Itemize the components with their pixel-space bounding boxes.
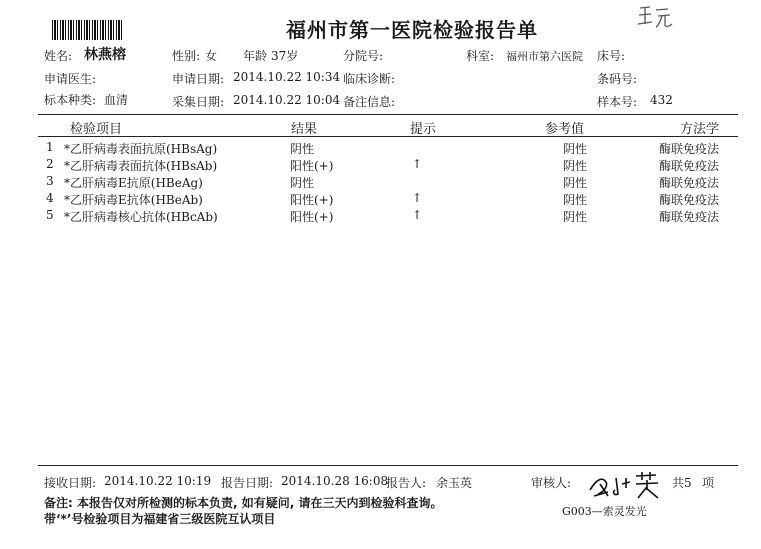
total-unit: 项 xyxy=(702,476,715,490)
patient-name: 林燕榕 xyxy=(84,47,126,63)
row-reference: 阴性 xyxy=(563,142,588,156)
row-method: 酶联免疫法 xyxy=(659,176,720,190)
name-label: 姓名: xyxy=(44,49,73,63)
col-header-item: 检验项目 xyxy=(70,122,123,137)
table-row xyxy=(0,157,761,174)
patient-age: 37岁 xyxy=(271,49,299,63)
row-hint-arrow-up-icon: ↑ xyxy=(412,157,423,171)
admission-label: 分院号: xyxy=(343,49,384,63)
barcode-label: 条码号: xyxy=(597,72,638,86)
report-date: 2014.10.28 16:08 xyxy=(281,474,389,488)
table-row xyxy=(0,140,761,157)
row-reference: 阴性 xyxy=(563,193,588,207)
row-method: 酶联免疫法 xyxy=(659,159,720,173)
diagnosis-label: 临床诊断: xyxy=(343,72,396,86)
row-result: 阳性(+) xyxy=(290,210,334,224)
footer-note-mutual-recognition: 带‘*’号检验项目为福建省三级医院互认项目 xyxy=(44,512,276,526)
patient-dept: 福州市第六医院 xyxy=(506,50,583,63)
row-number: 1 xyxy=(46,140,54,154)
row-result: 阴性 xyxy=(290,176,315,190)
reporter-label: 报告人: xyxy=(386,476,427,490)
footer-note: 备注: 本报告仅对所检测的标本负责, 如有疑问, 请在三天内到检验科查询。 xyxy=(44,496,443,510)
apply-date-label: 申请日期: xyxy=(172,72,225,86)
sample-no: 432 xyxy=(650,93,673,107)
table-top-rule xyxy=(38,114,738,115)
reviewer-label: 审核人: xyxy=(531,476,572,490)
col-header-result: 结果 xyxy=(291,122,318,137)
reviewer-signature xyxy=(586,470,664,502)
gender-label: 性别: xyxy=(172,49,201,63)
patient-gender: 女 xyxy=(205,49,218,63)
sample-no-label: 样本号: xyxy=(597,95,638,109)
row-result: 阴性 xyxy=(290,142,315,156)
remark-label: 备注信息: xyxy=(343,95,396,109)
table-row xyxy=(0,191,761,208)
row-method: 酶联免疫法 xyxy=(659,210,720,224)
handwritten-mark xyxy=(636,2,676,30)
row-number: 2 xyxy=(46,157,54,171)
bed-label: 床号: xyxy=(597,49,626,63)
receive-date: 2014.10.22 10:19 xyxy=(104,474,212,488)
row-reference: 阴性 xyxy=(563,176,588,190)
table-row xyxy=(0,208,761,225)
age-label: 年龄 xyxy=(243,49,268,63)
row-hint-arrow-up-icon: ↑ xyxy=(412,191,423,205)
row-item: *乙肝病毒E抗体(HBeAb) xyxy=(64,193,203,207)
row-reference: 阴性 xyxy=(563,210,588,224)
row-reference: 阴性 xyxy=(563,159,588,173)
dept-label: 科室: xyxy=(466,49,495,63)
total-count: 共5 xyxy=(672,476,692,490)
report-title: 福州市第一医院检验报告单 xyxy=(286,18,538,42)
row-method: 酶联免疫法 xyxy=(659,142,720,156)
stamp-code: G003—索灵发光 xyxy=(562,505,647,518)
row-method: 酶联免疫法 xyxy=(659,193,720,207)
doctor-label: 申请医生: xyxy=(44,72,97,86)
row-number: 5 xyxy=(46,208,54,222)
row-item: *乙肝病毒表面抗原(HBsAg) xyxy=(64,142,218,156)
row-result: 阳性(+) xyxy=(290,193,334,207)
footer-rule xyxy=(38,465,738,466)
row-number: 3 xyxy=(46,174,54,188)
row-hint-arrow-up-icon: ↑ xyxy=(412,208,423,222)
apply-date: 2014.10.22 10:34 xyxy=(233,70,341,84)
row-item: *乙肝病毒核心抗体(HBcAb) xyxy=(64,210,218,224)
col-header-reference: 参考值 xyxy=(545,122,585,137)
reporter-name: 余玉英 xyxy=(436,476,473,490)
col-header-hint: 提示 xyxy=(410,122,437,137)
col-header-method: 方法学 xyxy=(680,122,720,137)
collect-date: 2014.10.22 10:04 xyxy=(233,93,341,107)
table-row xyxy=(0,174,761,191)
report-date-label: 报告日期: xyxy=(221,476,274,490)
receive-date-label: 接收日期: xyxy=(44,476,97,490)
row-number: 4 xyxy=(46,191,54,205)
specimen-label: 标本种类: xyxy=(44,93,97,107)
table-header-rule xyxy=(38,136,738,137)
collect-date-label: 采集日期: xyxy=(172,95,225,109)
specimen-type: 血清 xyxy=(104,93,129,107)
row-item: *乙肝病毒表面抗体(HBsAb) xyxy=(64,159,218,173)
row-result: 阳性(+) xyxy=(290,159,334,173)
barcode-image xyxy=(52,20,122,40)
row-item: *乙肝病毒E抗原(HBeAg) xyxy=(64,176,203,190)
